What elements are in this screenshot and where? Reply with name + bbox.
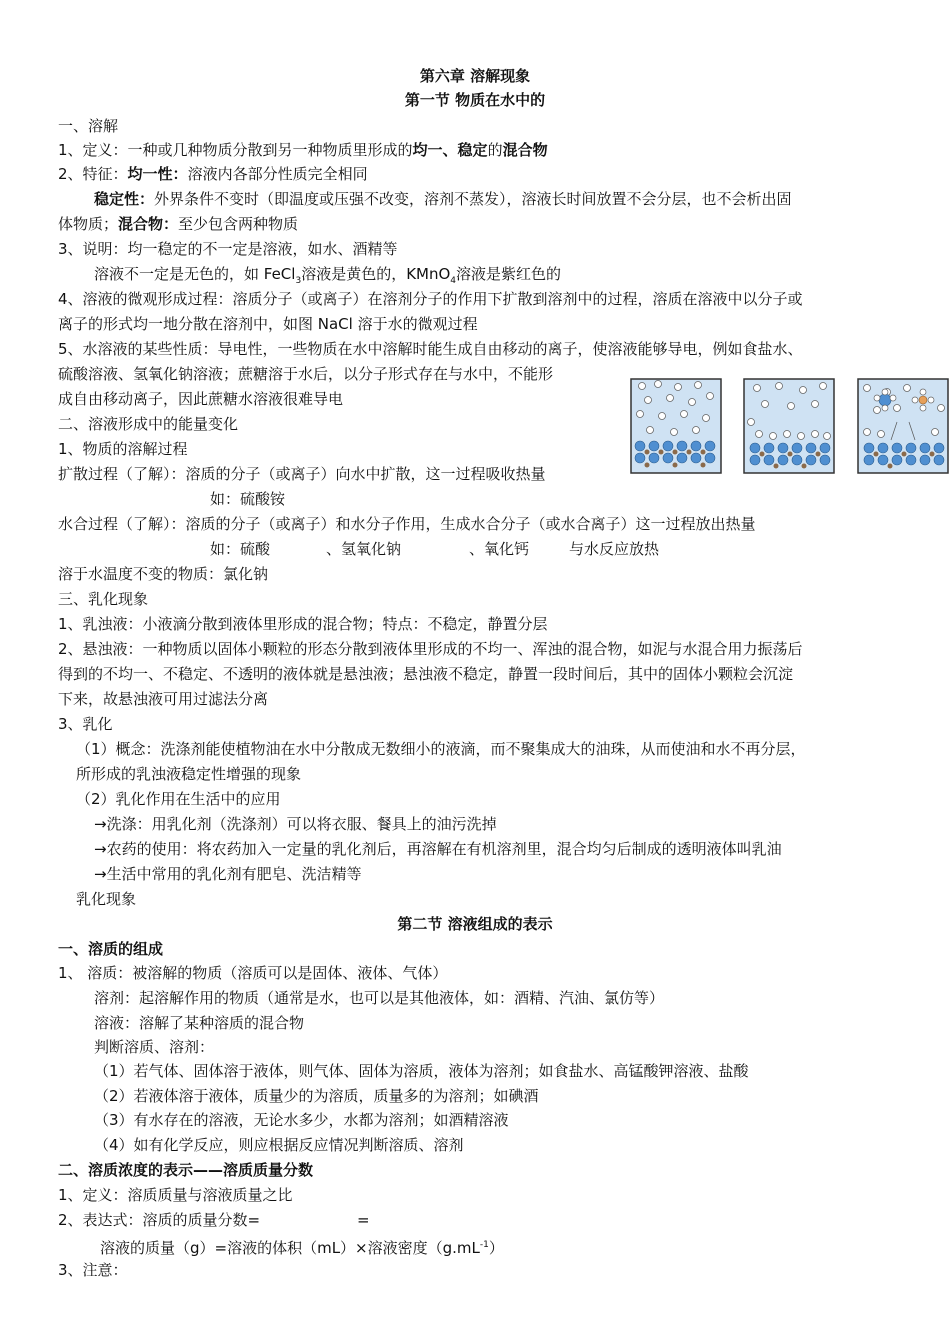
solvent-line: 溶剂：起溶解作用的物质（通常是水，也可以是其他液体，如：酒精、汽油、氯仿等）	[94, 989, 665, 1007]
heading-energy: 二、溶液形成中的能量变化	[58, 415, 239, 433]
judge-line: 判断溶质、溶剂：	[94, 1038, 215, 1056]
chapter-title: 第六章 溶解现象	[419, 67, 531, 85]
application-heading: （2）乳化作用在生活中的应用	[76, 790, 281, 808]
note-line-1: 3、说明：均一稳定的不一定是溶液，如水、酒精等	[58, 240, 398, 258]
nacl-figure-2	[743, 378, 835, 474]
emulsify-phenomenon: 乳化现象	[76, 890, 137, 908]
micro-line-2: 离子的形式均一地分散在溶剂中，如图 NaCl 溶于水的微观过程	[58, 315, 478, 333]
section-title-2: 第二节 溶液组成的表示	[397, 915, 553, 933]
process-line: 1、物质的溶解过程	[58, 440, 188, 458]
constant-temp-line: 溶于水温度不变的物质：氯化钠	[58, 565, 269, 583]
concept-line-2: 所形成的乳浊液稳定性增强的现象	[76, 765, 302, 783]
application-wash: →洗涤：用乳化剂（洗涤剂）可以将衣服、餐具上的油污洗掉	[94, 815, 497, 833]
hydration-example-2: 、氢氧化钠	[326, 540, 402, 558]
application-common: →生活中常用的乳化剂有肥皂、洗洁精等	[94, 865, 362, 883]
hydration-example-3: 、氧化钙	[469, 540, 530, 558]
solute-line: 1、 溶质：被溶解的物质（溶质可以是固体、液体、气体）	[58, 964, 448, 982]
definition-line: 1、定义：一种或几种物质分散到另一种物质里形成的均一、稳定的混合物	[58, 141, 548, 159]
application-pesticide: →农药的使用：将农药加入一定量的乳化剂后，再溶解在有机溶剂里，混合均匀后制成的透明液体叫乳油	[94, 840, 782, 858]
feature-line: 2、特征：均一性：溶液内各部分性质完全相同	[58, 165, 368, 183]
emulsify-heading: 3、乳化	[58, 715, 113, 733]
note-line-2: 溶液不一定是无色的，如 FeCl$_3$溶液是黄色的，KMnO$_4$溶液是紫红色的	[94, 265, 562, 286]
heading-mass-fraction: 二、溶质浓度的表示——溶质质量分数	[58, 1161, 314, 1179]
heading-emulsion: 三、乳化现象	[58, 590, 149, 608]
hydration-example-1: 如：硫酸	[210, 540, 271, 558]
property-line-2: 硫酸溶液、氢氧化钠溶液；蔗糖溶于水后，以分子形式存在与水中，不能形	[58, 365, 554, 383]
heading-solute-composition: 一、溶质的组成	[58, 940, 164, 958]
hydration-example-4: 与水反应放热	[569, 540, 660, 558]
hydration-line: 水合过程（了解）：溶质的分子（或离子）和水分子作用，生成水合分子（或水合离子）这一过程放出热量	[58, 515, 756, 533]
suspension-line-1: 2、悬浊液：一种物质以固体小颗粒的形态分散到液体里形成的不均一、浑浊的混合物，如泥与水混合用力振荡后	[58, 640, 803, 658]
emulsion-line: 1、乳浊液：小液滴分散到液体里形成的混合物；特点：不稳定，静置分层	[58, 615, 548, 633]
expression-equals: =	[357, 1211, 370, 1229]
stability-line: 稳定性：外界条件不变时（即温度或压强不改变，溶剂不蒸发），溶液长时间放置不会分层，也不会析出固	[94, 190, 792, 208]
judge-rule-2: （2）若液体溶于液体，质量少的为溶质，质量多的为溶剂；如碘酒	[94, 1087, 539, 1105]
judge-rule-3: （3）有水存在的溶液，无论水多少，水都为溶剂；如酒精溶液	[94, 1111, 509, 1129]
heading-dissolving: 一、溶解	[58, 117, 119, 135]
suspension-line-2: 得到的不均一、不稳定、不透明的液体就是悬浊液；悬浊液不稳定，静置一段时间后，其中的固体小颗粒会沉淀	[58, 665, 794, 683]
judge-rule-4: （4）如有化学反应，则应根据反应情况判断溶质、溶剂	[94, 1136, 464, 1154]
section-title-1: 第一节 物质在水中的	[404, 91, 546, 109]
mixture-line: 体物质；混合物：至少包含两种物质	[58, 215, 299, 233]
nacl-figure-1	[630, 378, 722, 474]
mass-fraction-definition: 1、定义：溶质质量与溶液质量之比	[58, 1186, 293, 1204]
concept-line-1: （1）概念：洗涤剂能使植物油在水中分散成无数细小的液滴，而不聚集成大的油珠，从而使油和水不再分层，	[76, 740, 806, 758]
property-line-1: 5、水溶液的某些性质：导电性，一些物质在水中溶解时能生成自由移动的离子，使溶液能够导电，例如食盐水、	[58, 340, 803, 358]
nacl-figure-3	[857, 378, 949, 474]
diffusion-line: 扩散过程（了解）：溶质的分子（或离子）向水中扩散，这一过程吸收热量	[58, 465, 546, 483]
property-line-3: 成自由移动离子，因此蔗糖水溶液很难导电	[58, 390, 344, 408]
solution-mass-formula: 溶液的质量（g）=溶液的体积（mL）×溶液密度$(g.mL^{-1})$	[100, 1239, 504, 1257]
notice-line: 3、注意：	[58, 1261, 128, 1279]
micro-line-1: 4、溶液的微观形成过程：溶质分子（或离子）在溶剂分子的作用下扩散到溶剂中的过程，溶质在溶液中以分子或	[58, 290, 803, 308]
diffusion-example: 如：硫酸铵	[210, 490, 286, 508]
suspension-line-3: 下来，故悬浊液可用过滤法分离	[58, 690, 269, 708]
mass-fraction-expression: 2、表达式：溶质的质量分数=	[58, 1211, 261, 1229]
solution-line: 溶液：溶解了某种溶质的混合物	[94, 1014, 305, 1032]
judge-rule-1: （1）若气体、固体溶于液体，则气体、固体为溶质，液体为溶剂；如食盐水、高锰酸钾溶液、盐酸	[94, 1062, 749, 1080]
